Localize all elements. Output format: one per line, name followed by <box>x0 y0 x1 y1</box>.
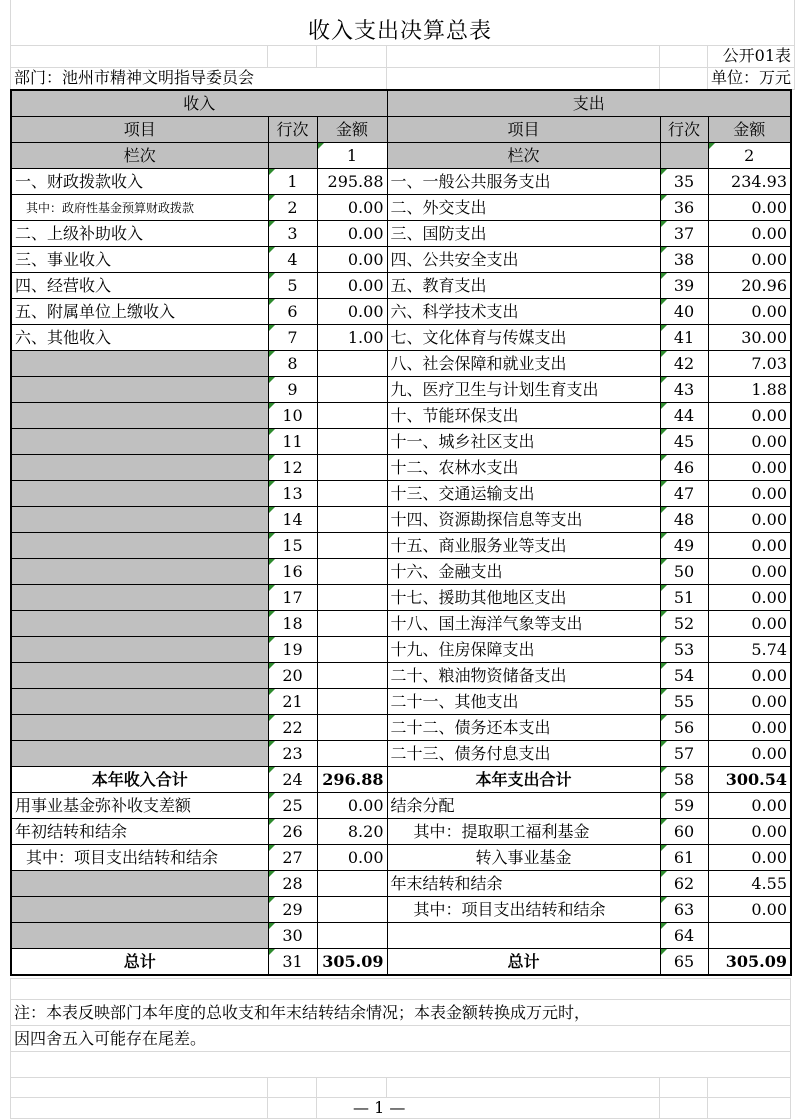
income-item-label <box>11 351 268 377</box>
expense-row-number: 35 <box>660 169 708 195</box>
income-amount: 0.00 <box>317 247 387 273</box>
income-amount <box>317 715 387 741</box>
income-row-number: 19 <box>268 637 317 663</box>
income-item-label <box>11 585 268 611</box>
income-item-header: 项目 <box>11 117 268 143</box>
income-amount <box>317 611 387 637</box>
expense-item-label: 五、教育支出 <box>387 273 660 299</box>
income-item-label <box>11 455 268 481</box>
expense-row-number: 38 <box>660 247 708 273</box>
table-row <box>11 429 791 455</box>
expense-amount: 0.00 <box>708 897 791 923</box>
expense-row-number: 61 <box>660 845 708 871</box>
income-row-number: 20 <box>268 663 317 689</box>
income-amount <box>317 741 387 767</box>
income-amount: 0.00 <box>317 299 387 325</box>
expense-rowno-header: 行次 <box>660 117 708 143</box>
expense-row-number: 51 <box>660 585 708 611</box>
expense-row-number: 43 <box>660 377 708 403</box>
income-row-number: 4 <box>268 247 317 273</box>
expense-item-label: 十、节能环保支出 <box>387 403 660 429</box>
expense-row-number: 60 <box>660 819 708 845</box>
expense-item-label: 九、医疗卫生与计划生育支出 <box>387 377 660 403</box>
expense-row-number: 54 <box>660 663 708 689</box>
income-item-label <box>11 377 268 403</box>
income-amount <box>317 663 387 689</box>
table-row <box>11 247 791 273</box>
income-amount <box>317 637 387 663</box>
expense-row-number: 45 <box>660 429 708 455</box>
income-amount <box>317 897 387 923</box>
income-item-label: 三、事业收入 <box>11 247 268 273</box>
total-row <box>11 949 791 976</box>
income-row-number: 6 <box>268 299 317 325</box>
expense-row-number: 42 <box>660 351 708 377</box>
income-item-label <box>11 715 268 741</box>
income-row-number: 9 <box>268 377 317 403</box>
expense-amount: 20.96 <box>708 273 791 299</box>
expense-amount: 30.00 <box>708 325 791 351</box>
expense-amount: 234.93 <box>708 169 791 195</box>
expense-item-label: 三、国防支出 <box>387 221 660 247</box>
expense-amount: 0.00 <box>708 611 791 637</box>
table-row <box>11 455 791 481</box>
income-amount: 0.00 <box>317 273 387 299</box>
expense-row-number: 56 <box>660 715 708 741</box>
income-row-number: 29 <box>268 897 317 923</box>
expense-row-number: 50 <box>660 559 708 585</box>
table-row <box>11 741 791 767</box>
income-amount: 0.00 <box>317 195 387 221</box>
expense-item-label: 六、科学技术支出 <box>387 299 660 325</box>
footer-grid <box>10 978 791 1119</box>
expense-item-label: 本年支出合计 <box>387 767 660 793</box>
expense-amount: 0.00 <box>708 533 791 559</box>
expense-row-number: 65 <box>660 949 708 976</box>
income-amount: 0.00 <box>317 221 387 247</box>
income-column-number: 1 <box>317 143 387 169</box>
income-row-number: 23 <box>268 741 317 767</box>
table-row <box>11 273 791 299</box>
expense-amount: 0.00 <box>708 559 791 585</box>
expense-row-number: 49 <box>660 533 708 559</box>
income-row-number: 3 <box>268 221 317 247</box>
department-label: 部门：池州市精神文明指导委员会 <box>11 67 387 89</box>
income-item-label <box>11 481 268 507</box>
expense-item-label: 年末结转和结余 <box>387 871 660 897</box>
income-amount <box>317 923 387 949</box>
expense-amount: 0.00 <box>708 195 791 221</box>
expense-amount: 7.03 <box>708 351 791 377</box>
income-item-label: 一、财政拨款收入 <box>11 169 268 195</box>
expense-row-number: 47 <box>660 481 708 507</box>
expense-row-number: 52 <box>660 611 708 637</box>
expense-row-number: 48 <box>660 507 708 533</box>
expense-amount: 0.00 <box>708 403 791 429</box>
expense-item-label: 二十一、其他支出 <box>387 689 660 715</box>
table-row <box>11 403 791 429</box>
expense-row-number: 55 <box>660 689 708 715</box>
expense-row-number: 53 <box>660 637 708 663</box>
income-row-number: 28 <box>268 871 317 897</box>
income-expense-table <box>10 89 792 976</box>
subtotal-row <box>11 767 791 793</box>
income-item-label <box>11 741 268 767</box>
income-row-number: 17 <box>268 585 317 611</box>
expense-amount: 0.00 <box>708 507 791 533</box>
table-row <box>11 507 791 533</box>
table-row <box>11 715 791 741</box>
expense-amount: 0.00 <box>708 429 791 455</box>
expense-header: 支出 <box>387 90 791 117</box>
expense-item-label: 十五、商业服务业等支出 <box>387 533 660 559</box>
income-row-number: 26 <box>268 819 317 845</box>
table-row <box>11 923 791 949</box>
expense-row-number: 63 <box>660 897 708 923</box>
expense-item-label: 结余分配 <box>387 793 660 819</box>
expense-row-number: 46 <box>660 455 708 481</box>
expense-amount: 0.00 <box>708 585 791 611</box>
expense-row-number: 40 <box>660 299 708 325</box>
expense-item-label: 其中：项目支出结转和结余 <box>387 897 660 923</box>
income-amount <box>317 533 387 559</box>
expense-item-label: 十三、交通运输支出 <box>387 481 660 507</box>
income-item-label <box>11 403 268 429</box>
expense-amount: 0.00 <box>708 819 791 845</box>
table-row <box>11 325 791 351</box>
income-amount <box>317 559 387 585</box>
income-amount <box>317 871 387 897</box>
table-row <box>11 559 791 585</box>
expense-row-number: 57 <box>660 741 708 767</box>
expense-amount: 0.00 <box>708 741 791 767</box>
income-amount <box>317 481 387 507</box>
income-amount <box>317 429 387 455</box>
expense-item-label: 七、文化体育与传媒支出 <box>387 325 660 351</box>
income-amount: 0.00 <box>317 793 387 819</box>
page-title: 收入支出决算总表 <box>307 19 492 44</box>
income-amount <box>317 455 387 481</box>
expense-row-number: 59 <box>660 793 708 819</box>
income-row-number: 18 <box>268 611 317 637</box>
income-item-label <box>11 507 268 533</box>
income-column-label: 栏次 <box>11 143 268 169</box>
expense-row-number: 39 <box>660 273 708 299</box>
expense-row-number: 64 <box>660 923 708 949</box>
table-row <box>11 871 791 897</box>
income-amount: 296.88 <box>317 767 387 793</box>
expense-amount <box>708 923 791 949</box>
income-amount: 1.00 <box>317 325 387 351</box>
income-amount <box>317 507 387 533</box>
expense-amount: 300.54 <box>708 767 791 793</box>
expense-item-label <box>387 923 660 949</box>
expense-item-label: 十九、住房保障支出 <box>387 637 660 663</box>
income-amount <box>317 689 387 715</box>
table-row <box>11 897 791 923</box>
income-item-label <box>11 611 268 637</box>
expense-amount: 0.00 <box>708 481 791 507</box>
income-item-label: 年初结转和结余 <box>11 819 268 845</box>
expense-item-label: 十七、援助其他地区支出 <box>387 585 660 611</box>
income-item-label <box>11 663 268 689</box>
income-rowno-header: 行次 <box>268 117 317 143</box>
expense-amount: 0.00 <box>708 221 791 247</box>
income-row-number: 22 <box>268 715 317 741</box>
expense-row-number: 62 <box>660 871 708 897</box>
income-item-label: 四、经营收入 <box>11 273 268 299</box>
income-amount <box>317 585 387 611</box>
income-row-number: 8 <box>268 351 317 377</box>
income-row-number: 5 <box>268 273 317 299</box>
table-row <box>11 169 791 195</box>
expense-amount: 305.09 <box>708 949 791 976</box>
unit-label: 单位：万元 <box>708 67 795 89</box>
income-item-label <box>11 533 268 559</box>
expense-row-number: 44 <box>660 403 708 429</box>
income-amount: 295.88 <box>317 169 387 195</box>
income-amount-header: 金额 <box>317 117 387 143</box>
income-item-label <box>11 429 268 455</box>
expense-item-label: 一、一般公共服务支出 <box>387 169 660 195</box>
table-row <box>11 663 791 689</box>
table-row <box>11 793 791 819</box>
income-header: 收入 <box>11 90 387 117</box>
income-amount <box>317 403 387 429</box>
income-item-label: 其中：项目支出结转和结余 <box>11 845 268 871</box>
expense-row-number: 37 <box>660 221 708 247</box>
income-item-label: 用事业基金弥补收支差额 <box>11 793 268 819</box>
income-item-label: 二、上级补助收入 <box>11 221 268 247</box>
income-row-number: 21 <box>268 689 317 715</box>
page-number: — 1 — <box>317 1098 660 1119</box>
income-amount <box>317 377 387 403</box>
table-row <box>11 533 791 559</box>
expense-item-label: 十二、农林水支出 <box>387 455 660 481</box>
table-row <box>11 637 791 663</box>
income-item-label <box>11 689 268 715</box>
expense-item-label: 十六、金融支出 <box>387 559 660 585</box>
expense-amount-header: 金额 <box>708 117 791 143</box>
expense-item-label: 十一、城乡社区支出 <box>387 429 660 455</box>
income-row-number: 2 <box>268 195 317 221</box>
expense-item-label: 其中：提取职工福利基金 <box>387 819 660 845</box>
expense-row-number: 41 <box>660 325 708 351</box>
income-row-number: 24 <box>268 767 317 793</box>
table-row <box>11 195 791 221</box>
income-row-number: 27 <box>268 845 317 871</box>
income-row-number: 1 <box>268 169 317 195</box>
expense-item-label: 四、公共安全支出 <box>387 247 660 273</box>
table-row <box>11 611 791 637</box>
income-row-number: 12 <box>268 455 317 481</box>
expense-amount: 0.00 <box>708 845 791 871</box>
expense-item-label: 转入事业基金 <box>387 845 660 871</box>
income-amount: 0.00 <box>317 845 387 871</box>
table-row <box>11 819 791 845</box>
income-amount: 305.09 <box>317 949 387 976</box>
expense-amount: 5.74 <box>708 637 791 663</box>
expense-row-number: 36 <box>660 195 708 221</box>
form-code: 公开01表 <box>708 45 795 67</box>
expense-item-label: 十八、国土海洋气象等支出 <box>387 611 660 637</box>
table-row <box>11 221 791 247</box>
income-row-number: 16 <box>268 559 317 585</box>
table-row <box>11 689 791 715</box>
expense-item-label: 二十、粮油物资储备支出 <box>387 663 660 689</box>
income-row-number: 15 <box>268 533 317 559</box>
income-row-number: 13 <box>268 481 317 507</box>
expense-item-label: 二十二、债务还本支出 <box>387 715 660 741</box>
income-row-number: 31 <box>268 949 317 976</box>
income-amount <box>317 351 387 377</box>
table-row <box>11 351 791 377</box>
income-item-label: 总计 <box>11 949 268 976</box>
table-row <box>11 377 791 403</box>
note-line-2: 因四舍五入可能存在尾差。 <box>11 1026 791 1052</box>
income-item-label: 六、其他收入 <box>11 325 268 351</box>
expense-item-header: 项目 <box>387 117 660 143</box>
expense-item-label: 总计 <box>387 949 660 976</box>
income-item-label <box>11 871 268 897</box>
income-item-label <box>11 897 268 923</box>
income-row-number: 10 <box>268 403 317 429</box>
expense-amount: 0.00 <box>708 455 791 481</box>
expense-amount: 0.00 <box>708 663 791 689</box>
table-row <box>11 585 791 611</box>
income-row-number: 14 <box>268 507 317 533</box>
income-item-label <box>11 923 268 949</box>
expense-amount: 1.88 <box>708 377 791 403</box>
table-row <box>11 845 791 871</box>
expense-amount: 0.00 <box>708 715 791 741</box>
income-item-label: 本年收入合计 <box>11 767 268 793</box>
income-item-label: 其中：政府性基金预算财政拨款 <box>11 195 268 221</box>
expense-amount: 0.00 <box>708 247 791 273</box>
expense-amount: 0.00 <box>708 299 791 325</box>
table-row <box>11 481 791 507</box>
expense-item-label: 八、社会保障和就业支出 <box>387 351 660 377</box>
expense-item-label: 二十三、债务付息支出 <box>387 741 660 767</box>
expense-amount: 0.00 <box>708 689 791 715</box>
expense-item-label: 二、外交支出 <box>387 195 660 221</box>
expense-column-number: 2 <box>708 143 791 169</box>
income-row-number: 11 <box>268 429 317 455</box>
income-item-label <box>11 559 268 585</box>
income-amount: 8.20 <box>317 819 387 845</box>
income-row-number: 25 <box>268 793 317 819</box>
note-line-1: 注：本表反映部门本年度的总收支和年末结转结余情况；本表金额转换成万元时， <box>11 1000 791 1026</box>
table-row <box>11 299 791 325</box>
income-row-number: 7 <box>268 325 317 351</box>
expense-row-number: 58 <box>660 767 708 793</box>
income-item-label: 五、附属单位上缴收入 <box>11 299 268 325</box>
income-item-label <box>11 637 268 663</box>
expense-amount: 0.00 <box>708 793 791 819</box>
income-row-number: 30 <box>268 923 317 949</box>
expense-column-label: 栏次 <box>387 143 660 169</box>
expense-item-label: 十四、资源勘探信息等支出 <box>387 507 660 533</box>
expense-amount: 4.55 <box>708 871 791 897</box>
